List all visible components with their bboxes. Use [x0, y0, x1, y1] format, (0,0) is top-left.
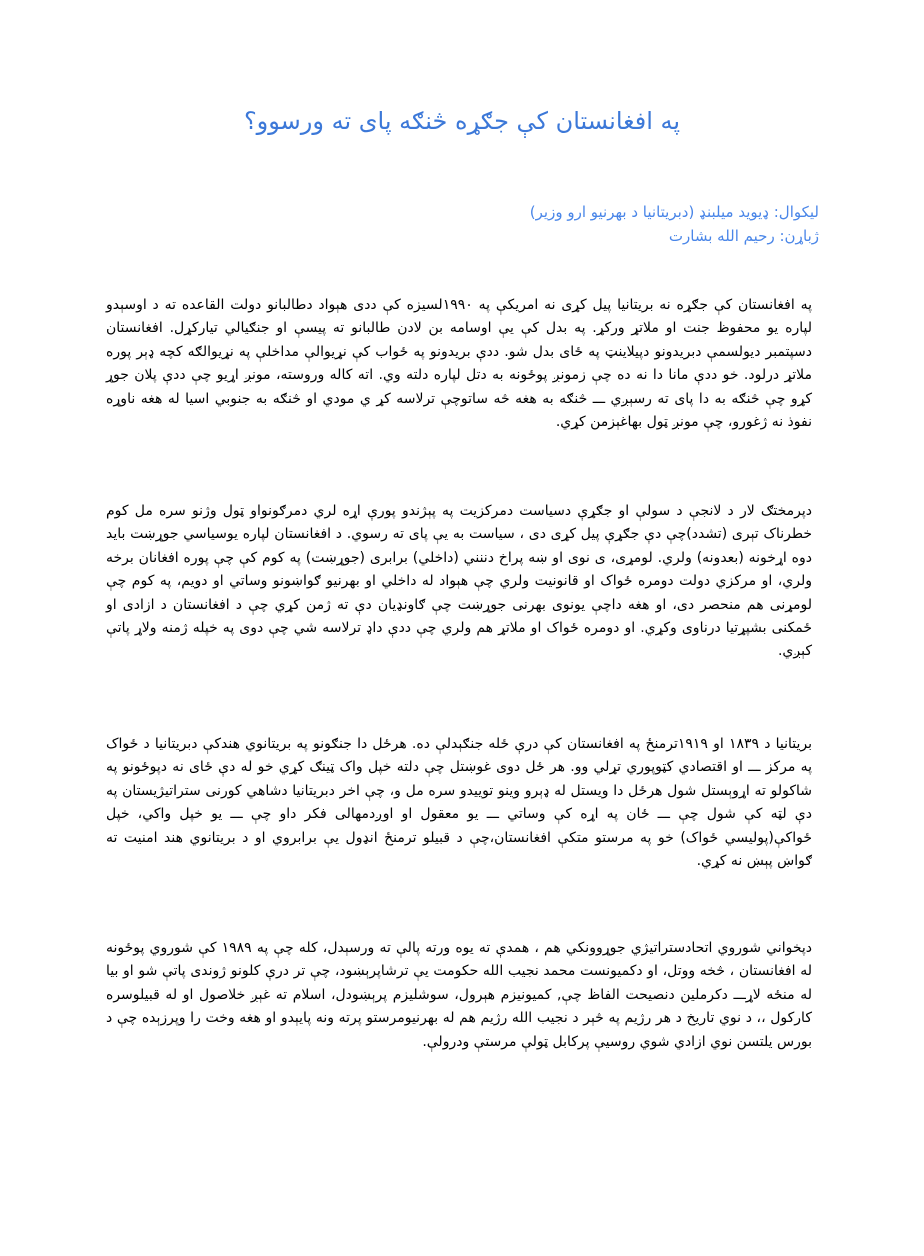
paragraph-3: بریتانیا د ١٨٣٩ او ١٩١٩ترمنځ په افغانستان کې درې ځله جنګېدلې ده. هرځل دا جنګونو په بریتانوي هندکې دبریتانیا د ځواک په مرکز ـــ او اقتصادي کټوپوري تړلي وو. هر ځل دوی غوښتل چې دلته خپل واک ټینګ کړي خو له دې ځای نه دپوځونو په شاکولو ته اړوېستل شول هرځل دا ویستل له ډېرو وینو توییدو سره مل و، چې اخر دبریتانیا دشاهي کورنی ستراتیژیستان په دې لټه کې شول چې ـــ ځان په اړه کې وساتي ـــ یو معقول او اوږدمهالی فکر داو چې ـــ یو خپل واکي، خپل ځواکې(پولیسي ځواک) خو په مرستو متکې افغانستان،چې د قبیلو ترمنځ انډول یې برابروي او د بریتانوي هند امنیت ته ګواښ پېښ نه کړي.: [106, 736, 812, 870]
author-line: لیکوال: ډیوید میلبنډ (دبریتانیا د بهرنیو ارو وزیر): [529, 203, 819, 221]
paragraph-1: په افغانستان کې جګړه نه بریتانیا پیل کړی نه امریکې په ١٩٩٠لسیزه کې ددی هېواد دطالبانو دولت القاعده ته د اوسېدو لپاره یو محفوظ جنت او ملاتړ ورکړ. په بدل کې یې اوسامه بن لادن طالبانو ته پیسې او جنګیالي تیارکړل. افغانستان دسپتمبر دیولسمې دبریدونو دپیلاینټ په ځای بدل شو. ددې بریدونو په ځواب کې نړیوالې مداخلې په نړیوالګه کچه ډېر پوره ملاتړ درلود. خو ددې مانا دا نه ده چې زمونږ پوځونه به دتل لپاره دلته وي. اته کاله وروسته، مونږ اړیو چې ددې پلان جوړ کړو چې څنګه به دا پای ته رسېږي ـــ څنګه به هغه څه ساتوچې ترلاسه کړ ي مودي او څنګه به جنوبي اسیا له هغه ناوړه نفوذ نه ژغورو، چې مونږ ټول بهاغېزمن کړي.: [106, 297, 812, 431]
paragraph-4: دپخواني شوروي اتحادستراتیژي جوړوونکي هم ، همدې ته یوه ورته پالې ته ورسېدل، کله چې په ١٩٨٩ کې شوروي پوځونه له افغانستان ، څخه ووتل، او دکمیونست محمد نجیب الله حکومت یې ترشاپرېښود، چې تر درې کلونو ژوندی پاتې شو او بیا له منځه لاړـــ دکرملین دنصیحت الفاظ چې, کمیونیزم هېرول، سوشلیزم پرېښودل، اسلام ته غېږ خلاصول او له قبیلوسره کارکول ،، د نوي تاریخ د هر رژیم په څېر د نجیب الله رژیم هم له بهرنیومرستو پرته ونه پایېدو او هغه وخت را وپرزېده چې د بورس یلتسن نوي ازادي شوي روسیې پرکابل ټولې مرستې ودرولې.: [106, 940, 812, 1050]
translator-line: ژباړن: رحیم الله بشارت: [668, 227, 819, 245]
paragraph-2: دپرمختګ لار د لانجې د سولې او جګړې دسیاست دمرکزیت په پېژندو پورې اړه لري دمرګونواو ټول وژنو سره مل کوم خطرناک تېرى (تشدد)چې دې جګړې پیل کړی دی ، سیاست به یې پای ته رسوي. د افغانستان لپاره یوسیاسي جوړښت باید دوه اړخونه (بعدونه) ولري. لومړی، ی نوی او ښه پراخ دننني (داخلي) برابری (جوړښت) په کوم کې چې پوره افغانان برخه ولري، او مرکزي دولت دومره ځواک او قانونیت ولري چې هېواد له داخلي او بهرنیو ګواښونو وساتي او دویم، په کوم چې لومړنی هم منحصر دی، او هغه داچې یونوی بهرنی جوړښت چې ګاونډیان دې ته ژمن کړي چې د افغانستان د ازادی او ځمکنی بشپړتیا درناوی وکړي. او دومره ځواک او ملاتړ هم ولري چې ددې داډ ترلاسه شي چې دوی په خپله ژمنه ولاړ پاتې کېږي.: [106, 503, 812, 660]
document-title: په افغانستان کې جګړه څنګه پای ته ورسوو؟: [243, 107, 681, 135]
